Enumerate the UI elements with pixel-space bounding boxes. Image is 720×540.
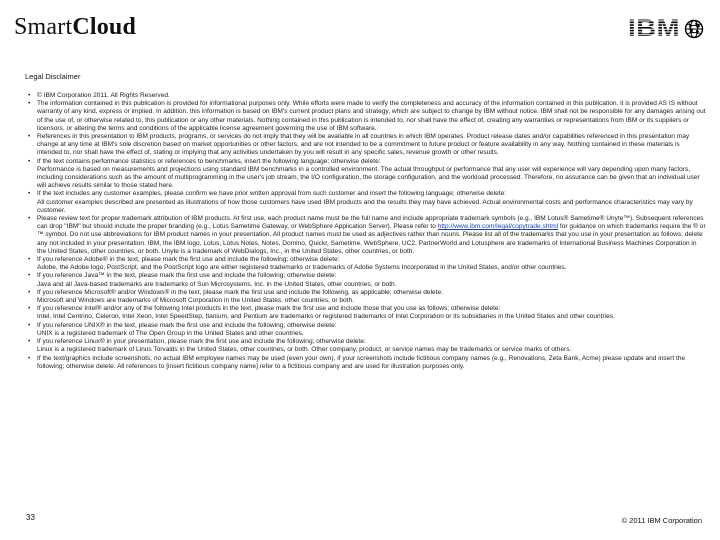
item-instruction: • If you reference Intel® and/or any of the following Intel products in the text, please mark the first use and include those that you use as follows; otherwise delete:	[37, 305, 501, 313]
list-item	[28, 338, 706, 354]
item-text: • If the text/graphics include screenshots, no actual IBM employee names may be used (even your own), if your screenshots include fictitious company names (e.g., Renovations, Zeta Bank, Acme) please update and insert the following; otherwise delete: All references to [insert fictitious company name] refer to a fictitious company and are used for illustration purposes only.	[37, 354, 686, 370]
page-title: Legal Disclaimer	[25, 72, 81, 81]
list-item	[28, 256, 706, 272]
item-text: Linux is a registered trademark of Linus Torvalds in the United States, other countries, or both. Other company, product, or service names may be trademarks or service marks of others.	[37, 346, 572, 354]
item-text: Microsoft and Windows are trademarks of Microsoft Corporation in the United States, other countries, or both.	[37, 297, 354, 305]
list-item	[28, 100, 706, 133]
item-instruction: • If you reference Adobe® in the text, please mark the first use and include the following; otherwise delete:	[37, 256, 340, 264]
ibm-logo-text: IBM	[628, 16, 680, 38]
disclaimer-list	[28, 92, 706, 371]
copyright-notice: © 2011 IBM Corporation	[621, 516, 702, 525]
disclaimer-body	[28, 92, 706, 371]
globe-icon	[684, 19, 704, 39]
brand-part-2: Cloud	[72, 14, 137, 40]
item-text: Performance is based on measurements and projections using standard IBM benchmarks in a controlled environment. The actual throughput or performance that any user will experience will vary depending upon many factors, including considerations such as the amount of multiprogramming in the user's job stream, the I/O configuration, the storage configuration, and the workload processed. Therefore, no assurance can be given that an individual user will achieve results similar to those stated here.	[37, 165, 700, 190]
item-instruction: • If you reference Microsoft® and/or Windows® in the text, please mark the first use and include the following, as applicable; otherwise delete:	[37, 288, 443, 296]
header	[0, 0, 720, 50]
list-item	[28, 190, 706, 215]
item-instruction: • If the text includes any customer examples, please confirm we have prior written approval from such customer and insert the following language; otherwise delete:	[37, 190, 507, 198]
list-item	[28, 355, 706, 371]
page-number: 33	[26, 513, 35, 522]
list-item	[28, 322, 706, 338]
item-text: All customer examples described are presented as illustrations of how those customers have used IBM products and the results they may have achieved. Actual environmental costs and performance characteristics may vary by customer.	[37, 198, 693, 214]
item-instruction: • If you reference Java™ in the text, please mark the first use and include the following; otherwise delete:	[37, 272, 337, 280]
list-item	[28, 305, 706, 321]
brand-part-1: Smart	[14, 14, 73, 40]
list-item	[28, 272, 706, 288]
item-instruction: • If you reference UNIX® in the text, please mark the first use and include the following; otherwise delete:	[37, 321, 337, 329]
item-text: UNIX is a registered trademark of The Open Group in the United States and other countries.	[37, 329, 304, 337]
list-item	[28, 215, 706, 256]
copytrade-link[interactable]: http://www.ibm.com/legal/copytrade.shtml	[437, 223, 559, 231]
list-item	[28, 158, 706, 191]
item-text: • References in this presentation to IBM products, programs, or services do not imply that they will be available in all countries in which IBM operates. Product release dates and/or capabilities referenced in this presentation may change at any time at IBM's sole discretion based on market opportunities or other factors, and are not intended to be a commitment to future product or feature availability in any way. Nothing contained in these materials is intended to, nor shall have the effect of, stating or implying that any activities undertaken by you will result in any specific sales, revenue growth or other results.	[37, 133, 690, 157]
item-instruction: • If the text contains performance statistics or references to benchmarks, insert the following language; otherwise delete:	[37, 157, 381, 165]
list-item	[28, 289, 706, 305]
item-text-cont: for guidance on which trademarks require the ® or ™ symbol. Do not use abbreviations for IBM product names in your presentation. All product names must be used as adjectives rather than nouns. Please list all of the trademarks that you use in your presentation as follows; delete any not included in your presentation. IBM, the IBM logo, Lotus, Lotus Notes, Notes, Domino, Quickr, Sametime, WebSphere, UC2, PartnerWorld and Lotusphere are trademarks of International Business Machines Corporation in the United States, other countries, or both. Unyte is a trademark of WebDialogs, Inc., in the United States, other countries, or both.	[37, 223, 706, 255]
item-text: Adobe, the Adobe logo, PostScript, and the PostScript logo are either registered trademarks or trademarks of Adobe Systems Incorporated in the United States, and/or other countries.	[37, 264, 567, 272]
list-item	[28, 133, 706, 158]
smartcloud-logo	[14, 14, 136, 41]
item-instruction: • If you reference Linux® in your presentation, please mark the first use and include the following; otherwise delete:	[37, 338, 366, 346]
item-text: Intel, Intel Centrino, Celeron, Intel Xeon, Intel SpeedStep, Itanium, and Pentium are trademarks or registered trademarks of Intel Corporation or its subsidiaries in the United States and other countries.	[37, 313, 615, 321]
ibm-logo	[628, 16, 680, 38]
item-text: Java and all Java-based trademarks are trademarks of Sun Microsystems, Inc. in the United States, other countries, or both.	[37, 280, 397, 288]
item-text: • © IBM Corporation 2011. All Rights Reserved.	[37, 92, 170, 99]
item-text: • The information contained in this publication is provided for informational purposes only. While efforts were made to verify the completeness and accuracy of the information contained in this publication, it is provided AS IS without warranty of any kind, express or implied. In addition, this information is based on IBM's current product plans and strategy, which are subject to change by IBM without notice. IBM shall not be responsible for any damages arising out of the use of, or otherwise related to, this publication or any other materials. Nothing contained in this publication is intended to, nor shall have the effect of, creating any warranties or representations from IBM or its suppliers or licensors, or altering the terms and conditions of the applicable license agreement governing the use of IBM software.	[37, 100, 706, 132]
list-item	[28, 92, 706, 100]
item-text: Please review text for proper trademark attribution of IBM products. At first use, each product name must be the full name and include appropriate trademark symbols (e.g., IBM Lotus® Sametime® Unyte™). Subsequent references can drop "IBM" but should include the proper branding (e.g., Lotus Sametime Gateway, or WebSphere Application Server). Please refer to	[37, 215, 704, 231]
